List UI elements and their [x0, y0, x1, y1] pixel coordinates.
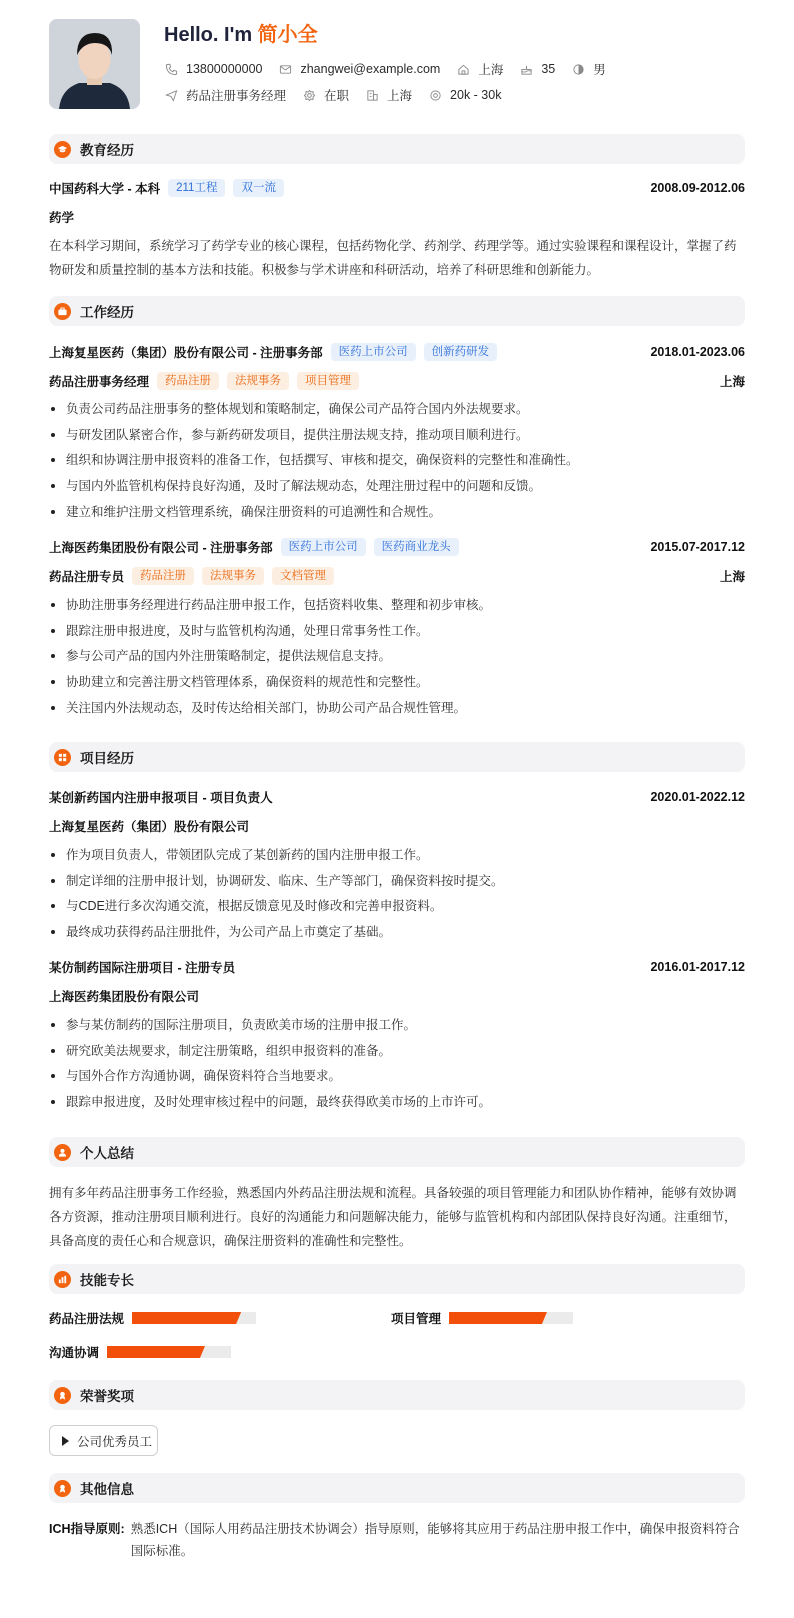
section-title: 个人总结	[80, 1146, 134, 1161]
city-item	[365, 86, 412, 104]
work-company-row	[49, 537, 745, 557]
project-period: 2016.01-2017.12	[650, 960, 745, 974]
project-company-row	[49, 986, 745, 1006]
summary-text: 拥有多年药品注册事务工作经验，熟悉国内外药品注册法规和流程。具备较强的项目管理能力和团队协作精神，能够有效协调各方资源，推动注册项目顺利进行。良好的沟通能力和问题解决能力，能够与监管机构和内部团队保持良好沟通。注重细节，具备高度的责任心和合规意识，确保注册资料的准确性和完整性。	[49, 1186, 737, 1248]
other-info-value: 熟悉ICH（国际人用药品注册技术协调会）指导原则，能够将其应用于药品注册申报工作中，确保申报资料符合国际标准。	[130, 1522, 740, 1558]
skill-bar-fill	[132, 1312, 241, 1324]
list-item: 与研发团队紧密合作，参与新药研发项目，提供注册法规支持，推动项目顺利进行。	[49, 425, 745, 451]
location-text: 上海	[478, 63, 504, 77]
skill-name: 沟通协调	[49, 1346, 100, 1360]
list-item: 作为项目负责人，带领团队完成了某创新药的国内注册申报工作。	[49, 845, 745, 871]
school-name: 中国药科大学 - 本科	[49, 182, 161, 196]
other-info-row	[49, 1518, 745, 1562]
section-other	[49, 1473, 745, 1503]
section-title: 技能专长	[80, 1273, 134, 1288]
section-title: 项目经历	[80, 751, 134, 766]
job-title-item	[164, 86, 286, 104]
role-name: 药品注册事务经理	[49, 375, 150, 389]
list-item: 负责公司药品注册事务的整体规划和策略制定，确保公司产品符合国内外法规要求。	[49, 399, 745, 425]
project-company-row	[49, 816, 745, 836]
skill-item	[49, 1309, 256, 1327]
role-name: 药品注册专员	[49, 570, 125, 584]
chart-icon	[54, 1271, 71, 1288]
skill-bar	[107, 1346, 231, 1358]
list-item: 跟踪申报进度，及时处理审核过程中的问题，最终获得欧美市场的上市许可。	[49, 1092, 745, 1118]
skill-bar	[449, 1312, 573, 1324]
major: 药学	[49, 211, 75, 225]
status-item	[302, 86, 349, 104]
work-location: 上海	[719, 375, 745, 389]
job-title-text: 药品注册事务经理	[186, 89, 287, 103]
list-item: 制定详细的注册申报计划，协调研发、临床、生产等部门，确保资料按时提交。	[49, 871, 745, 897]
section-projects	[49, 742, 745, 772]
project-company: 上海医药集团股份有限公司	[49, 990, 200, 1004]
company-tag: 医药上市公司	[331, 343, 416, 361]
project-company: 上海复星医药（集团）股份有限公司	[49, 820, 250, 834]
company-name: 上海复星医药（集团）股份有限公司 - 注册事务部	[49, 346, 323, 360]
work-company-row	[49, 342, 745, 362]
education-period: 2008.09-2012.06	[650, 181, 745, 195]
education-major-row	[49, 207, 745, 227]
briefcase-icon	[54, 303, 71, 320]
list-item: 研究欧美法规要求，制定注册策略，组织申报资料的准备。	[49, 1041, 745, 1067]
skill-item	[391, 1309, 573, 1327]
project-header	[49, 957, 745, 977]
list-item: 参与公司产品的国内外注册策略制定，提供法规信息支持。	[49, 646, 745, 672]
award-chip	[49, 1425, 158, 1456]
coin-icon	[428, 88, 442, 102]
list-item: 与国内外监管机构保持良好沟通，及时了解法规动态，处理注册过程中的问题和反馈。	[49, 476, 745, 502]
role-tag: 法规事务	[202, 567, 264, 585]
other-info-label: ICH指导原则:	[49, 1522, 125, 1536]
skill-bar-fill	[107, 1346, 205, 1358]
list-item: 组织和协调注册申报资料的准备工作，包括撰写、审核和提交，确保资料的完整性和准确性。	[49, 450, 745, 476]
job-row	[164, 86, 517, 104]
phone-text: 13800000000	[186, 62, 263, 76]
list-item: 建立和维护注册文档管理系统，确保注册资料的可追溯性和合规性。	[49, 502, 745, 528]
work-period: 2015.07-2017.12	[650, 540, 745, 554]
section-title: 工作经历	[80, 305, 134, 320]
list-item: 与国外合作方沟通协调，确保资料符合当地要求。	[49, 1066, 745, 1092]
phone-item	[164, 62, 262, 76]
list-item: 关注国内外法规动态，及时传达给相关部门，协助公司产品合规性管理。	[49, 698, 745, 724]
section-summary	[49, 1137, 745, 1167]
skill-item	[49, 1343, 231, 1361]
list-item: 跟踪注册申报进度，及时与监管机构沟通，处理日常事务性工作。	[49, 621, 745, 647]
user-icon	[54, 1144, 71, 1161]
salary-text: 20k - 30k	[450, 88, 502, 102]
gender-icon	[571, 62, 585, 76]
status-text: 在职	[324, 89, 350, 103]
settings-icon	[302, 88, 316, 102]
grid-icon	[54, 749, 71, 766]
email-text: zhangwei@example.com	[300, 62, 441, 76]
project-bullets	[49, 1015, 745, 1118]
role-tag: 法规事务	[227, 372, 289, 390]
company-tag: 医药商业龙头	[374, 538, 459, 556]
work-period: 2018.01-2023.06	[650, 345, 745, 359]
list-item: 最终成功获得药品注册批件，为公司产品上市奠定了基础。	[49, 922, 745, 948]
skill-bar	[132, 1312, 256, 1324]
cake-icon	[519, 62, 533, 76]
play-icon	[62, 1436, 69, 1446]
section-title: 其他信息	[80, 1482, 134, 1497]
school-tag: 211工程	[168, 179, 225, 197]
project-name: 某仿制药国际注册项目 - 注册专员	[49, 961, 236, 975]
mail-icon	[278, 62, 292, 76]
section-title: 教育经历	[80, 143, 134, 158]
list-item: 协助建立和完善注册文档管理体系，确保资料的规范性和完整性。	[49, 672, 745, 698]
award-icon	[54, 1387, 71, 1404]
avatar	[49, 19, 140, 109]
section-education	[49, 134, 745, 164]
salary-item	[428, 88, 501, 102]
role-tag: 药品注册	[132, 567, 194, 585]
project-header	[49, 787, 745, 807]
gender-text: 男	[593, 63, 606, 77]
gender-item	[571, 60, 606, 78]
location-item	[456, 60, 503, 78]
section-skills	[49, 1264, 745, 1294]
graduation-cap-icon	[54, 141, 71, 158]
project-bullets	[49, 845, 745, 948]
email-item	[278, 62, 440, 76]
list-item: 协助注册事务经理进行药品注册申报工作，包括资料收集、整理和初步审核。	[49, 595, 745, 621]
skill-name: 药品注册法规	[49, 1312, 125, 1326]
project-period: 2020.01-2022.12	[650, 790, 745, 804]
role-tag: 药品注册	[157, 372, 219, 390]
section-title: 荣誉奖项	[80, 1389, 134, 1404]
company-tag: 创新药研发	[424, 343, 498, 361]
work-role-row	[49, 371, 745, 391]
work-role-row	[49, 566, 745, 586]
school-tag: 双一流	[233, 179, 284, 197]
greeting-heading	[164, 18, 318, 47]
company-name: 上海医药集团股份有限公司 - 注册事务部	[49, 541, 273, 555]
work-bullets	[49, 595, 745, 723]
skill-bar-fill	[449, 1312, 547, 1324]
home-icon	[456, 62, 470, 76]
award-name: 公司优秀员工	[77, 1434, 153, 1449]
skill-name: 项目管理	[391, 1312, 442, 1326]
info-icon	[54, 1480, 71, 1497]
project-name: 某创新药国内注册申报项目 - 项目负责人	[49, 791, 273, 805]
work-bullets	[49, 399, 745, 527]
city-text: 上海	[387, 89, 413, 103]
candidate-name: 简小全	[257, 24, 318, 46]
company-tag: 医药上市公司	[281, 538, 366, 556]
role-tag: 文档管理	[272, 567, 334, 585]
greeting-prefix: Hello. I'm	[164, 24, 253, 46]
section-work	[49, 296, 745, 326]
phone-icon	[164, 62, 178, 76]
education-header	[49, 178, 745, 198]
age-text: 35	[541, 62, 556, 76]
list-item: 与CDE进行多次沟通交流，根据反馈意见及时修改和完善申报资料。	[49, 896, 745, 922]
send-icon	[164, 88, 178, 102]
education-description: 在本科学习期间，系统学习了药学专业的核心课程，包括药物化学、药剂学、药理学等。通过实验课程和课程设计，掌握了药物研发和质量控制的基本方法和技能。积极参与学术讲座和科研活动，培养了科研思维和创新能力。	[49, 239, 737, 277]
contact-row	[164, 60, 622, 78]
role-tag: 项目管理	[297, 372, 359, 390]
section-awards	[49, 1380, 745, 1410]
age-item	[519, 62, 555, 76]
list-item: 参与某仿制药的国际注册项目，负责欧美市场的注册申报工作。	[49, 1015, 745, 1041]
work-location: 上海	[719, 570, 745, 584]
building-icon	[365, 88, 379, 102]
